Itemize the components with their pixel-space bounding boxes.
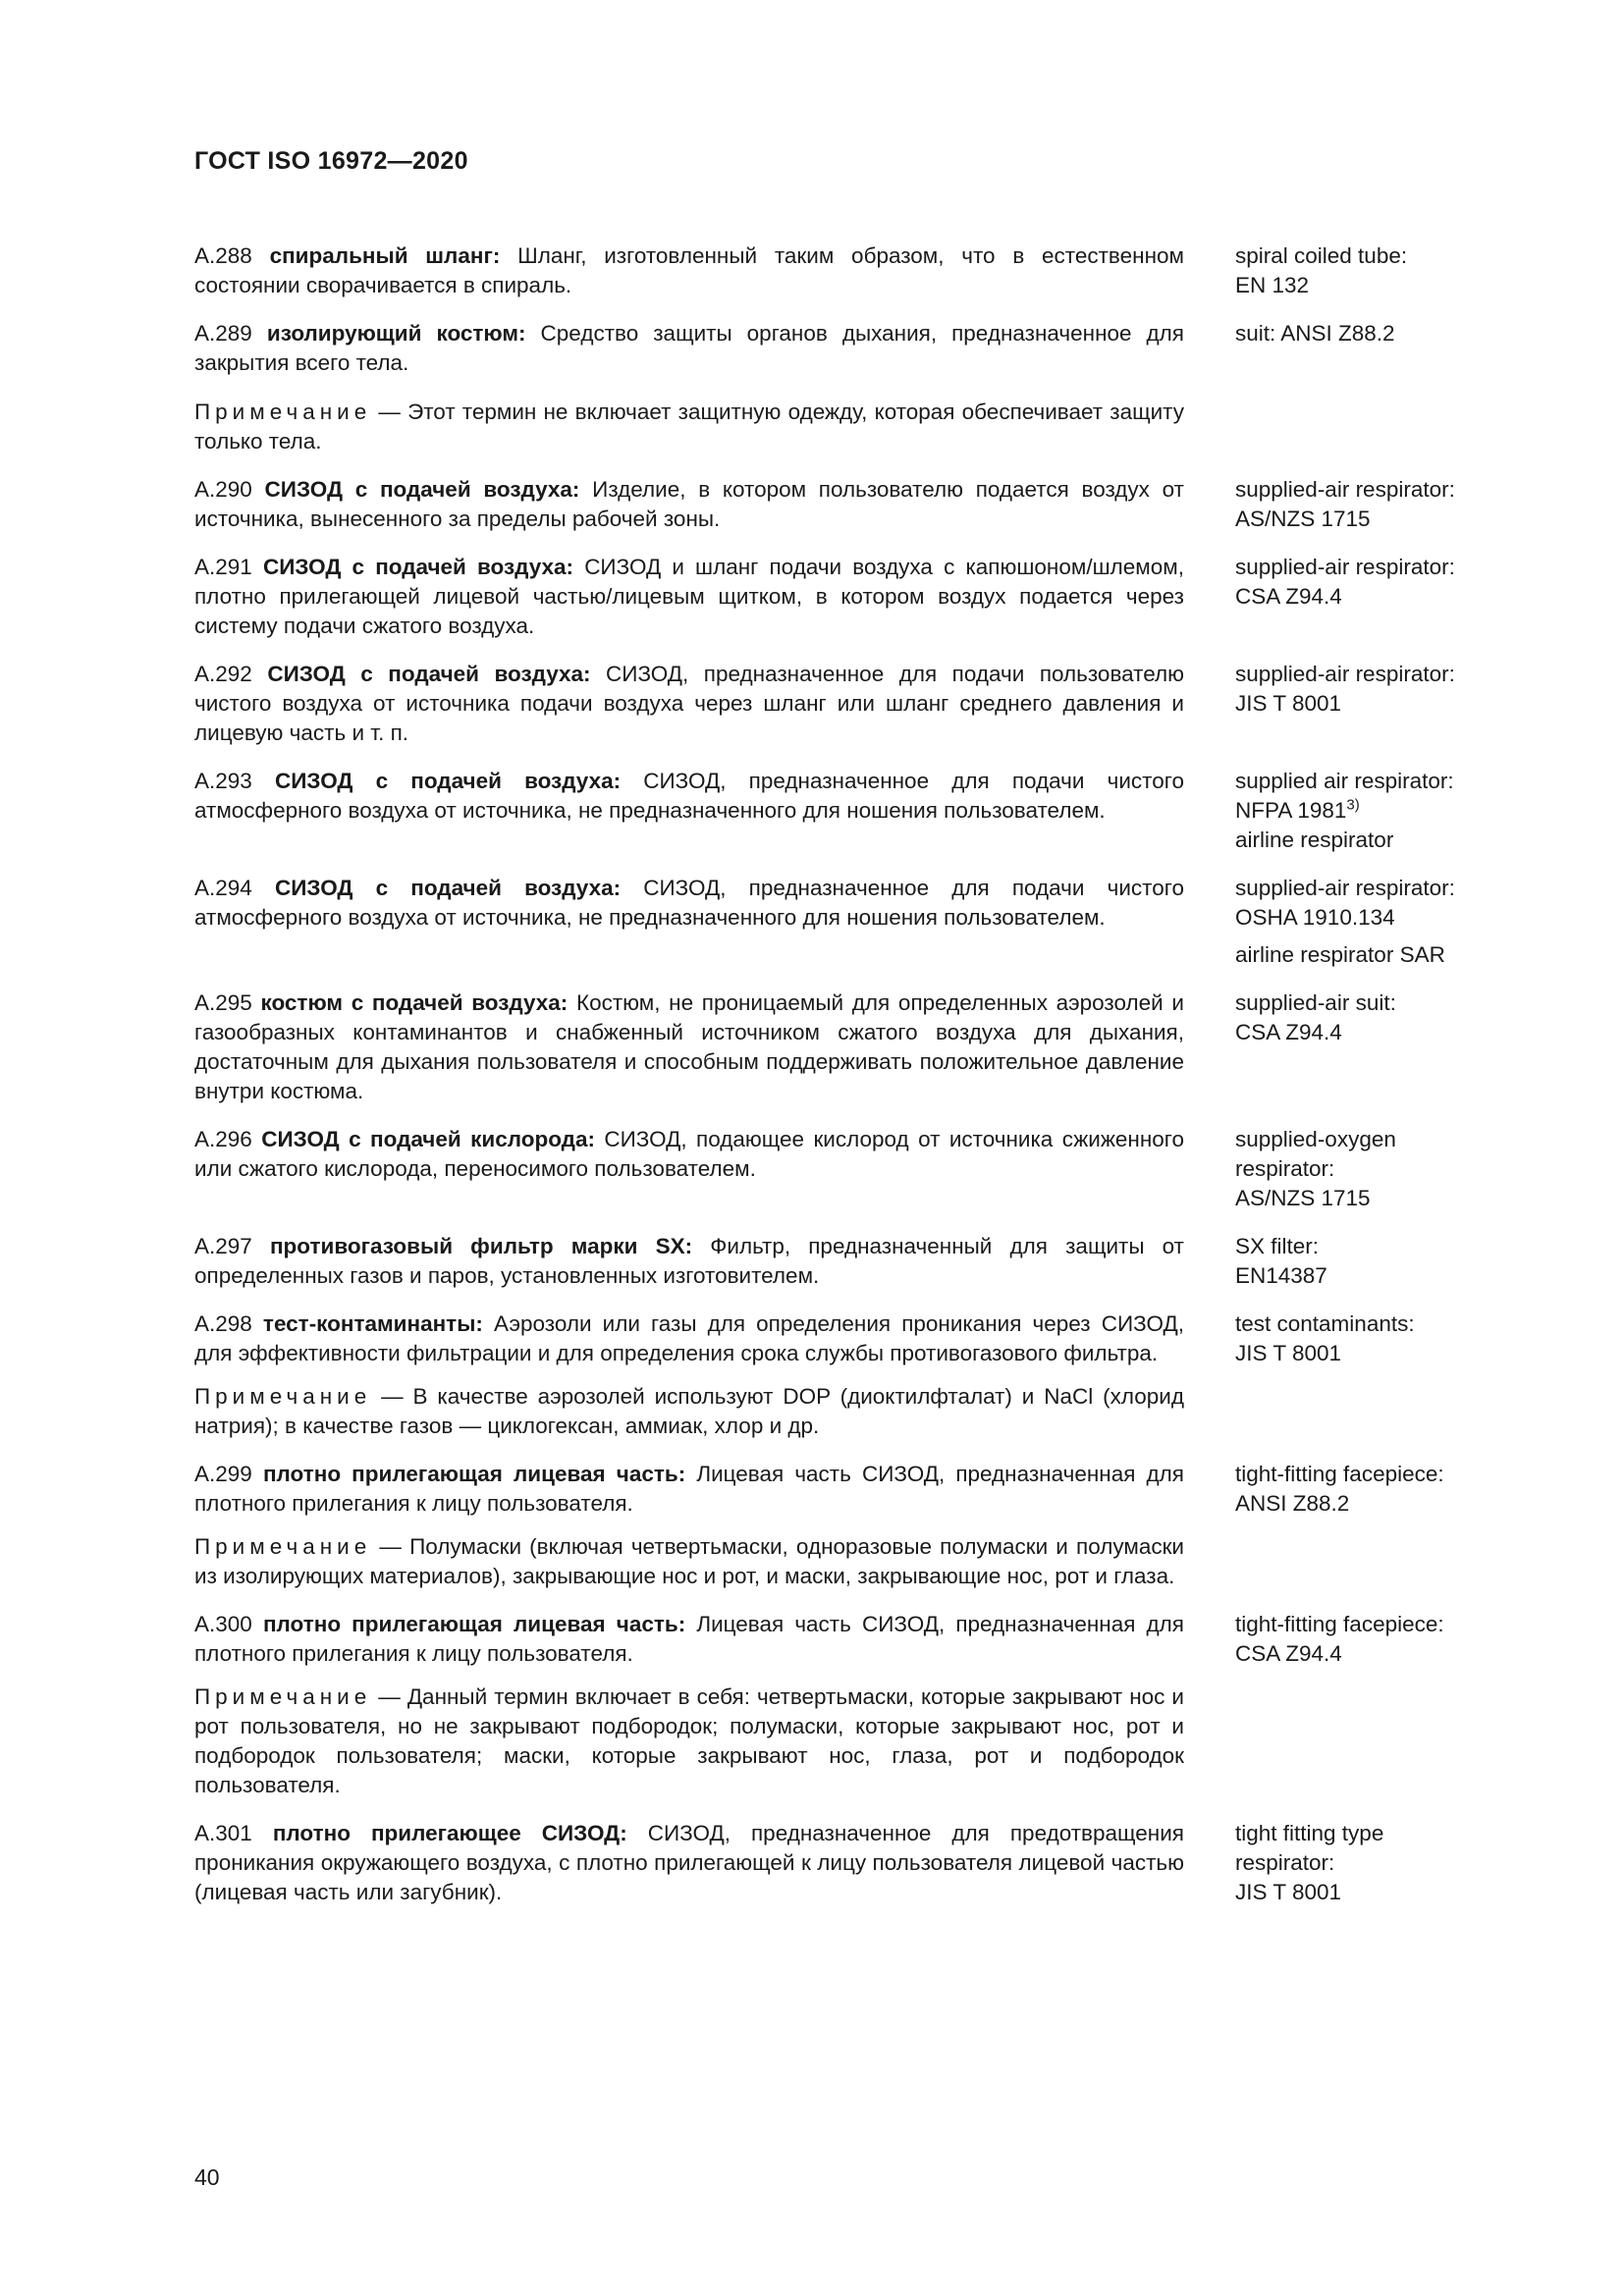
term-entry bbox=[194, 553, 1490, 641]
term-title: плотно прилегающая лицевая часть: bbox=[262, 1612, 686, 1636]
note-text: — В качестве аэрозолей используют DOP (диоктилфталат) и NaCl (хлорид натрия); в качестве газов — циклогексан, аммиак, хлор и др. bbox=[194, 1384, 1184, 1438]
term-number: A.297 bbox=[194, 1234, 252, 1258]
term-definition bbox=[194, 1125, 1184, 1213]
reference-term: tight-fitting facepiece: bbox=[1235, 1612, 1444, 1636]
reference-source: OSHA 1910.134 bbox=[1235, 905, 1395, 930]
term-text: Фильтр, предназначенный для защиты от определенных газов и паров, установленных изготовителем. bbox=[194, 1234, 1184, 1288]
term-reference bbox=[1235, 660, 1490, 748]
document-header: ГОСТ ISO 16972—2020 bbox=[194, 147, 468, 175]
term-definition bbox=[194, 319, 1184, 456]
term-note bbox=[194, 1382, 1184, 1441]
term-text: СИЗОД, предназначенное для предотвращения проникания окружающего воздуха, с плотно прилегающей к лицу пользователя лицевой частью (лицевая часть или загубник). bbox=[194, 1821, 1184, 1904]
term-note bbox=[194, 1532, 1184, 1591]
term-definition bbox=[194, 767, 1184, 855]
term-definition bbox=[194, 241, 1184, 300]
term-number: A.293 bbox=[194, 769, 252, 793]
reference-source: EN 132 bbox=[1235, 273, 1310, 297]
term-reference bbox=[1235, 1309, 1490, 1441]
reference-source: AS/NZS 1715 bbox=[1235, 1186, 1371, 1210]
term-reference bbox=[1235, 1819, 1490, 1907]
reference-source: CSA Z94.4 bbox=[1235, 584, 1342, 609]
note-label: Примечание bbox=[194, 400, 372, 424]
note-label: Примечание bbox=[194, 1684, 372, 1709]
reference-source: JIS T 8001 bbox=[1235, 1880, 1341, 1904]
term-reference bbox=[1235, 241, 1490, 300]
term-reference bbox=[1235, 1125, 1490, 1213]
term-title: СИЗОД с подачей воздуха: bbox=[267, 662, 591, 686]
term-title: СИЗОД с подачей кислорода: bbox=[261, 1127, 595, 1151]
reference-source: EN14387 bbox=[1235, 1263, 1327, 1288]
term-number: A.292 bbox=[194, 662, 252, 686]
term-entry bbox=[194, 319, 1490, 456]
reference-source: AS/NZS 1715 bbox=[1235, 507, 1371, 531]
term-text: СИЗОД и шланг подачи воздуха с капюшоном/шлемом, плотно прилегающей лицевой частью/лицевым щитком, в котором воздух подается через систему подачи сжатого воздуха. bbox=[194, 555, 1184, 638]
term-entry bbox=[194, 1309, 1490, 1441]
term-definition bbox=[194, 1610, 1184, 1800]
reference-term: tight fitting type bbox=[1235, 1821, 1384, 1845]
term-reference bbox=[1235, 988, 1490, 1106]
term-entry bbox=[194, 1610, 1490, 1800]
note-text: — Данный термин включает в себя: четвертьмаски, которые закрывают нос и рот пользователя, но не закрывают подбородок; полумаски, которые закрывают нос, рот и подбородок пользователя; маски, которые закрывают нос, глаза, рот и подбородок пользователя. bbox=[194, 1684, 1184, 1797]
term-number: A.294 bbox=[194, 876, 252, 900]
term-number: A.300 bbox=[194, 1612, 252, 1636]
term-number: A.291 bbox=[194, 555, 252, 579]
reference-term: tight-fitting facepiece: bbox=[1235, 1462, 1444, 1486]
term-number: A.299 bbox=[194, 1462, 252, 1486]
term-title: изолирующий костюм: bbox=[266, 321, 526, 346]
reference-source: CSA Z94.4 bbox=[1235, 1020, 1342, 1044]
term-reference bbox=[1235, 1610, 1490, 1800]
note-text: — Полумаски (включая четвертьмаски, одноразовые полумаски и полумаски из изолирующих материалов), закрывающие нос и рот, и маски, закрывающие нос, рот и глаза. bbox=[194, 1534, 1184, 1588]
term-reference bbox=[1235, 1460, 1490, 1591]
term-reference bbox=[1235, 475, 1490, 534]
footnote-marker[interactable]: 3) bbox=[1346, 796, 1360, 814]
term-entry bbox=[194, 475, 1490, 534]
term-entry bbox=[194, 1232, 1490, 1291]
term-definition bbox=[194, 660, 1184, 748]
term-title: плотно прилегающее СИЗОД: bbox=[272, 1821, 627, 1845]
reference-term: supplied-air suit: bbox=[1235, 990, 1396, 1015]
term-title: СИЗОД с подачей воздуха: bbox=[264, 477, 580, 502]
term-note bbox=[194, 1682, 1184, 1800]
term-entry bbox=[194, 988, 1490, 1106]
term-title: СИЗОД с подачей воздуха: bbox=[262, 555, 574, 579]
term-reference bbox=[1235, 1232, 1490, 1291]
term-title: тест-контаминанты: bbox=[262, 1311, 483, 1336]
term-text: СИЗОД, предназначенное для подачи пользователю чистого воздуха от источника подачи воздуха через шланг или шланг среднего давления и лицевую часть и т. п. bbox=[194, 662, 1184, 745]
reference-source bbox=[1235, 796, 1490, 826]
reference-synonym: airline respirator SAR bbox=[1235, 942, 1445, 967]
reference-term: supplied air respirator: bbox=[1235, 769, 1454, 793]
term-number: A.298 bbox=[194, 1311, 252, 1336]
term-number: A.301 bbox=[194, 1821, 252, 1845]
term-text: Средство защиты органов дыхания, предназначенное для закрытия всего тела. bbox=[194, 321, 1184, 375]
reference-term: supplied-air respirator: bbox=[1235, 876, 1455, 900]
reference-source: JIS T 8001 bbox=[1235, 1341, 1341, 1365]
reference-term: supplied-air respirator: bbox=[1235, 662, 1455, 686]
term-number: A.288 bbox=[194, 243, 252, 268]
reference-term: SX filter: bbox=[1235, 1234, 1320, 1258]
term-number: A.296 bbox=[194, 1127, 252, 1151]
reference-term: spiral coiled tube: bbox=[1235, 243, 1408, 268]
note-text: — Этот термин не включает защитную одежду, которая обеспечивает защиту только тела. bbox=[194, 400, 1184, 454]
term-definition bbox=[194, 1460, 1184, 1591]
term-entry bbox=[194, 241, 1490, 300]
term-text: СИЗОД, предназначенное для подачи чистого атмосферного воздуха от источника, не предназначенного для ношения пользователем. bbox=[194, 876, 1184, 930]
terms-list bbox=[194, 241, 1490, 1907]
reference-source-text: NFPA 1981 bbox=[1235, 798, 1347, 823]
term-definition bbox=[194, 988, 1184, 1106]
term-title: СИЗОД с подачей воздуха: bbox=[274, 769, 622, 793]
term-note bbox=[194, 398, 1184, 456]
term-reference bbox=[1235, 767, 1490, 855]
term-definition bbox=[194, 475, 1184, 534]
page-number: 40 bbox=[194, 2164, 220, 2190]
reference-term-cont: respirator: bbox=[1235, 1850, 1335, 1875]
reference-source: CSA Z94.4 bbox=[1235, 1641, 1342, 1666]
term-number: A.289 bbox=[194, 321, 252, 346]
term-text: Костюм, не проницаемый для определенных аэрозолей и газообразных контаминантов и снабженный источником сжатого воздуха для дыхания, достаточным для дыхания пользователя и способным поддерживать положительное давление внутри костюма. bbox=[194, 990, 1184, 1103]
reference-term: supplied-oxygen bbox=[1235, 1127, 1396, 1151]
term-title: плотно прилегающая лицевая часть: bbox=[262, 1462, 686, 1486]
term-title: СИЗОД с подачей воздуха: bbox=[274, 876, 622, 900]
reference-term: test contaminants: bbox=[1235, 1311, 1415, 1336]
term-text: СИЗОД, подающее кислород от источника сжиженного или сжатого кислорода, переносимого пользователем. bbox=[194, 1127, 1184, 1181]
term-text: Шланг, изготовленный таким образом, что в естественном состоянии сворачивается в спираль. bbox=[194, 243, 1184, 297]
term-title: противогазовый фильтр марки SX: bbox=[269, 1234, 693, 1258]
reference-term: supplied-air respirator: bbox=[1235, 477, 1455, 502]
term-reference bbox=[1235, 874, 1490, 970]
reference-term: suit: ANSI Z88.2 bbox=[1235, 321, 1395, 346]
term-text: Аэрозоли или газы для определения проникания через СИЗОД, для эффективности фильтрации и для определения срока службы противогазового фильтра. bbox=[194, 1311, 1184, 1365]
note-label: Примечание bbox=[194, 1534, 372, 1559]
term-entry bbox=[194, 874, 1490, 970]
note-label: Примечание bbox=[194, 1384, 372, 1409]
term-entry bbox=[194, 1125, 1490, 1213]
term-definition bbox=[194, 874, 1184, 970]
reference-term: supplied-air respirator: bbox=[1235, 555, 1455, 579]
term-entry bbox=[194, 767, 1490, 855]
term-definition bbox=[194, 1309, 1184, 1441]
term-number: A.290 bbox=[194, 477, 252, 502]
term-text: Лицевая часть СИЗОД, предназначенная для плотного прилегания к лицу пользователя. bbox=[194, 1462, 1184, 1516]
term-number: A.295 bbox=[194, 990, 252, 1015]
reference-synonym: airline respirator bbox=[1235, 828, 1394, 852]
term-entry bbox=[194, 1460, 1490, 1591]
term-definition bbox=[194, 1232, 1184, 1291]
reference-term-cont: respirator: bbox=[1235, 1156, 1335, 1181]
term-text: Изделие, в котором пользователю подается воздух от источника, вынесенного за пределы рабочей зоны. bbox=[194, 477, 1184, 531]
term-reference bbox=[1235, 553, 1490, 641]
term-definition bbox=[194, 1819, 1184, 1907]
term-title: костюм с подачей воздуха: bbox=[260, 990, 568, 1015]
term-entry bbox=[194, 660, 1490, 748]
term-entry bbox=[194, 1819, 1490, 1907]
term-definition bbox=[194, 553, 1184, 641]
term-title: спиральный шланг: bbox=[269, 243, 501, 268]
term-text: СИЗОД, предназначенное для подачи чистого атмосферного воздуха от источника, не предназначенного для ношения пользователем. bbox=[194, 769, 1184, 823]
reference-source: JIS T 8001 bbox=[1235, 691, 1341, 716]
term-reference bbox=[1235, 319, 1490, 456]
reference-source: ANSI Z88.2 bbox=[1235, 1491, 1350, 1516]
term-text: Лицевая часть СИЗОД, предназначенная для плотного прилегания к лицу пользователя. bbox=[194, 1612, 1184, 1666]
